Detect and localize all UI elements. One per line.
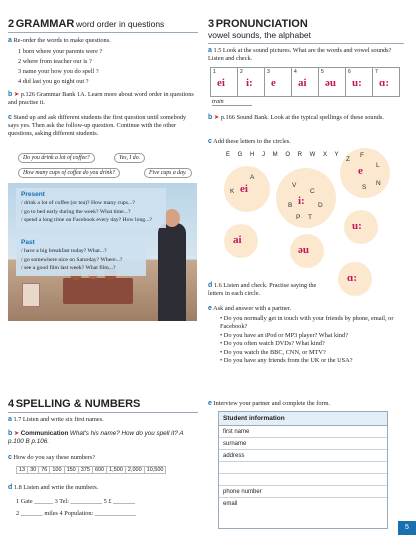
- section-title: SPELLING & NUMBERS: [15, 398, 141, 410]
- circle-ei: K A ei: [224, 166, 270, 212]
- form-field-address[interactable]: address: [219, 450, 387, 462]
- bullet-list: [220, 315, 404, 365]
- sound-cell: 2 i:: [238, 68, 265, 96]
- list-item: / see a good film last week? What film...?: [21, 265, 116, 272]
- instruction: p.126 Grammar Bank 1A. Learn more about word order in questions and practise it.: [8, 91, 194, 106]
- form-field-email[interactable]: email: [223, 501, 238, 507]
- divider: [8, 32, 198, 33]
- divider: [208, 43, 404, 44]
- section-3-heading: [208, 18, 311, 40]
- circle-u: u:: [344, 210, 378, 244]
- man: [158, 223, 186, 321]
- number-row: [16, 466, 165, 474]
- fill-line: 2 _______ miles 4 Population: _____________: [16, 510, 136, 517]
- number-cell: 76: [38, 466, 50, 474]
- instruction: 1.7 Listen and write six first names.: [13, 416, 104, 423]
- circle-ou: əu: [290, 234, 324, 268]
- arrow-icon: ➤: [213, 114, 220, 121]
- section-subtitle: vowel sounds, the alphabet: [208, 30, 312, 40]
- exercise-3a: a 1.5 Look at the sound pictures. What are the words and vowel sounds? Listen and check.: [208, 47, 392, 62]
- exercise-4d: d 1.8 Listen and write the numbers.: [8, 484, 99, 491]
- student-information-form: [218, 411, 388, 529]
- form-field-surname[interactable]: surname: [219, 438, 387, 450]
- sound-pictures: [210, 67, 400, 97]
- sound-cell: 7 ɑ:: [375, 69, 389, 89]
- list-item: / spend a long time on Facebook every day? How long...?: [21, 217, 152, 224]
- number-cell: 600: [92, 466, 107, 474]
- speech-bubble: Five cups a day.: [144, 168, 192, 178]
- number-cell: 30: [27, 466, 39, 474]
- section-title: PRONUNCIATION: [215, 18, 308, 30]
- bike-icon: ai: [298, 77, 307, 89]
- exercise-2b: b ➤ p.126 Grammar Bank 1A. Learn more about word order in questions and practise it.: [8, 91, 194, 106]
- instruction: Ask and answer with a partner.: [213, 305, 292, 312]
- list-item: • Do you normally get in touch with your friends by phone, email, or Facebook?: [220, 315, 394, 331]
- section-number: 3: [208, 18, 215, 30]
- tree-icon: i:: [246, 77, 253, 89]
- form-field-phone-number[interactable]: phone number: [219, 486, 387, 498]
- section-4-heading: [8, 398, 140, 410]
- list-item: 3 name your how you do spell ?: [18, 68, 99, 75]
- car-icon: ɑ:: [379, 77, 389, 89]
- exercise-3b: b ➤ p.166 Sound Bank. Look at the typical spellings of these sounds.: [208, 114, 384, 121]
- circle-i: V C B D T P i:: [276, 168, 336, 228]
- list-item: / drink a lot of coffee (or tea)? How many cups...?: [21, 200, 135, 207]
- box-heading: Past: [21, 239, 35, 246]
- bed: [63, 278, 133, 304]
- exercise-4e: e Interview your partner and complete the form.: [208, 400, 331, 407]
- boot-icon: u:: [352, 77, 362, 89]
- list-item: / have a big breakfast today? What...?: [21, 248, 107, 255]
- exercise-2a-lines: [18, 47, 102, 87]
- instruction: p.166 Sound Bank. Look at the typical spellings of these sounds.: [220, 114, 384, 121]
- exercise-4a: a 1.7 Listen and write six first names.: [8, 416, 104, 423]
- list-item: • Do you have any friends from the UK or the USA?: [220, 357, 353, 365]
- list-item: 2 where from teacher our is ?: [18, 58, 92, 65]
- circle-a: ɑ:: [338, 262, 372, 296]
- number-cell: 100: [49, 466, 64, 474]
- exercise-3e: e Ask and answer with a partner.: [208, 305, 292, 312]
- exercise-2c: c Stand up and ask different students the first question until somebody says yes. Then ask the follow-up question. Continue with the other questions, asking different students.: [8, 114, 187, 137]
- sound-cell: 1 ei: [211, 68, 238, 96]
- instruction: 1.8 Listen and write the numbers.: [13, 484, 99, 491]
- section-2-heading: [8, 18, 164, 30]
- instruction: How do you say these numbers?: [13, 454, 96, 461]
- list-item: 4 did last you go night out ?: [18, 78, 89, 85]
- instruction: Stand up and ask different students the first question until somebody says yes. Then ask the follow-up question. Continue with the other questions, asking different students.: [8, 114, 187, 137]
- page-number: 5: [398, 521, 416, 535]
- number-cell: 10,500: [144, 466, 167, 474]
- number-cell: 2,000: [125, 466, 145, 474]
- list-item: 1 born where your parents were ?: [18, 48, 103, 55]
- form-field-address-3[interactable]: [219, 474, 387, 486]
- train-icon: ei: [217, 77, 225, 89]
- past-box: [16, 236, 146, 276]
- arrow-icon: ➤: [13, 91, 20, 98]
- section-title: GRAMMAR: [15, 18, 75, 30]
- instruction: Add these letters to the circles.: [213, 138, 291, 145]
- phone-icon: əu: [325, 77, 336, 89]
- letter-list: E G H J M O R W X Y: [226, 152, 342, 158]
- exercise-3c: c Add these letters to the circles.: [208, 138, 291, 145]
- circle-e: Z F L S N e: [340, 148, 390, 198]
- sound-cell: 6 u:: [346, 68, 373, 96]
- instruction: 1.5 Look at the sound pictures. What are the words and vowel sounds? Listen and check.: [208, 47, 392, 62]
- sound-cell: 5 əu: [319, 68, 346, 96]
- instruction: Re-order the words to make questions.: [13, 37, 111, 44]
- instruction: 1.6 Listen and check. Practise saying the letters in each circle.: [208, 282, 317, 297]
- exercise-4b: b ➤ Communication What's his name? How do you spell it? A p.100 B p.106.: [8, 430, 184, 445]
- number-cell: 150: [64, 466, 79, 474]
- fill-line: 1 Gate ______ 3 Tel: __________ 5 £ _______: [16, 498, 136, 505]
- speech-bubble: Do you drink a lot of coffee?: [18, 153, 95, 163]
- egg-icon: e: [271, 77, 276, 89]
- answer-line: train: [212, 99, 252, 106]
- circle-ai: ai: [224, 224, 258, 258]
- number-cell: 1,500: [106, 466, 126, 474]
- exercise-2a: a Re-order the words to make questions.: [8, 37, 111, 44]
- form-field-address-2[interactable]: [219, 462, 387, 474]
- number-cell: 13: [16, 466, 28, 474]
- form-title: Student information: [219, 412, 387, 426]
- list-item: / go somewhere nice on Saturday? Where...?: [21, 256, 123, 263]
- sound-cell: 4 ai: [292, 68, 319, 96]
- speech-bubble: Yes, I do.: [114, 153, 145, 163]
- section-number: 2: [8, 18, 15, 30]
- exercise-4c: c How do you say these numbers?: [8, 454, 96, 461]
- form-field-first-name[interactable]: first name: [219, 426, 387, 438]
- section-subtitle: word order in questions: [75, 19, 165, 29]
- instruction: Interview your partner and complete the form.: [213, 400, 331, 407]
- list-item: • Do you often watch DVDs? What kind?: [220, 340, 325, 348]
- arrow-icon: ➤: [13, 430, 20, 437]
- speech-bubble: How many cups of coffee do you drink?: [18, 168, 120, 178]
- number-cell: 375: [78, 466, 93, 474]
- divider: [8, 412, 198, 413]
- present-box: [16, 188, 166, 228]
- sound-cell: 3 e: [265, 68, 292, 96]
- list-item: • Do you watch the BBC, CNN, or MTV?: [220, 348, 326, 356]
- box-heading: Present: [21, 191, 45, 198]
- list-item: • Do you have an iPod or MP3 player? What kind?: [220, 331, 349, 339]
- exercise-3d: d 1.6 Listen and check. Practise saying the letters in each circle.: [208, 282, 317, 297]
- section-number: 4: [8, 398, 15, 410]
- list-item: / go to bed early during the week? What time...?: [21, 208, 131, 215]
